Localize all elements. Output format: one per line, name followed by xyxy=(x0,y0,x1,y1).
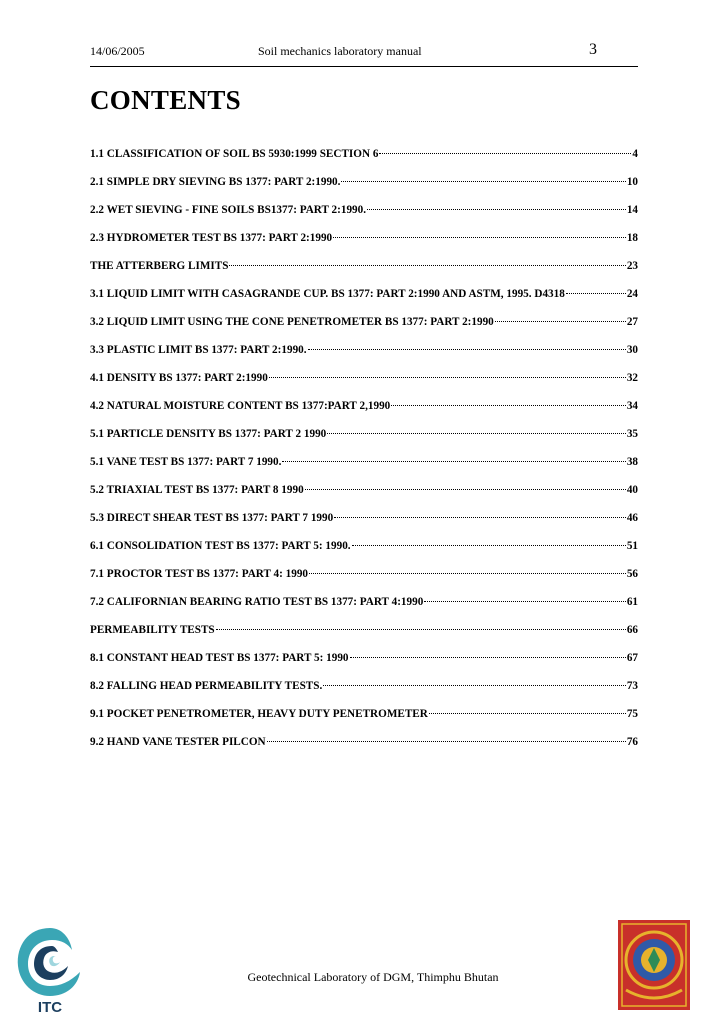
toc-entry xyxy=(90,680,638,708)
toc-entry-title: 5.1 PARTICLE DENSITY BS 1377: PART 2 1990 xyxy=(90,428,327,440)
toc-entry-page: 10 xyxy=(626,176,638,188)
toc-entry xyxy=(90,652,638,680)
toc-entry xyxy=(90,512,638,540)
toc-dot-leader xyxy=(333,236,626,238)
dgm-seal-logo xyxy=(618,920,690,1010)
toc-entry-title: 2.3 HYDROMETER TEST BS 1377: PART 2:1990 xyxy=(90,232,333,244)
toc-entry-page: 56 xyxy=(626,568,638,580)
toc-entry-page: 34 xyxy=(626,400,638,412)
toc-entry-page: 46 xyxy=(626,512,638,524)
toc-dot-leader xyxy=(391,404,626,406)
toc-entry-title: 3.2 LIQUID LIMIT USING THE CONE PENETROMETER BS 1377: PART 2:1990 xyxy=(90,316,494,328)
toc-entry xyxy=(90,232,638,260)
toc-entry-page: 67 xyxy=(626,652,638,664)
footer-text: Geotechnical Laboratory of DGM, Thimphu Bhutan xyxy=(247,970,499,984)
toc-entry-page: 23 xyxy=(626,260,638,272)
toc-dot-leader xyxy=(334,516,626,518)
toc-entry xyxy=(90,176,638,204)
toc-dot-leader xyxy=(305,488,626,490)
contents-title: CONTENTS xyxy=(90,85,241,115)
itc-logo-outer-swirl xyxy=(18,928,80,996)
header-title: Soil mechanics laboratory manual xyxy=(258,44,422,58)
toc-entry xyxy=(90,540,638,568)
toc-entry-title: 3.1 LIQUID LIMIT WITH CASAGRANDE CUP. BS 1377: PART 2:1990 AND ASTM, 1995. D4318 xyxy=(90,288,565,300)
toc-entry-title: 9.1 POCKET PENETROMETER, HEAVY DUTY PENETROMETER xyxy=(90,708,428,720)
toc-dot-leader xyxy=(269,376,626,378)
toc-entry xyxy=(90,260,638,288)
toc-dot-leader xyxy=(367,208,626,210)
toc-entry-title: 4.1 DENSITY BS 1377: PART 2:1990 xyxy=(90,372,268,384)
toc-entry-title: PERMEABILITY TESTS xyxy=(90,624,215,636)
toc-dot-leader xyxy=(282,460,625,462)
header-page-number: 3 xyxy=(589,41,597,58)
toc-entry xyxy=(90,456,638,484)
toc-entry-page: 61 xyxy=(626,596,638,608)
toc-entry xyxy=(90,316,638,344)
toc-entry-title: THE ATTERBERG LIMITS xyxy=(90,260,229,272)
toc-entry-page: 27 xyxy=(626,316,638,328)
toc-entry-title: 8.2 FALLING HEAD PERMEABILITY TESTS. xyxy=(90,680,323,692)
toc-entry-page: 66 xyxy=(626,624,638,636)
toc-entry xyxy=(90,400,638,428)
toc-entry-page: 24 xyxy=(626,288,638,300)
toc-entry-page: 73 xyxy=(626,680,638,692)
toc-dot-leader xyxy=(350,656,626,658)
toc-dot-leader xyxy=(309,572,626,574)
toc-entry-page: 4 xyxy=(632,148,638,160)
toc-entry-page: 75 xyxy=(626,708,638,720)
toc-entry xyxy=(90,344,638,372)
header-date: 14/06/2005 xyxy=(90,44,145,58)
toc-entry xyxy=(90,596,638,624)
toc-entry-title: 5.1 VANE TEST BS 1377: PART 7 1990. xyxy=(90,456,282,468)
toc-entry-page: 32 xyxy=(626,372,638,384)
toc-entry-page: 76 xyxy=(626,736,638,748)
toc-entry-title: 6.1 CONSOLIDATION TEST BS 1377: PART 5: 1990. xyxy=(90,540,351,552)
toc-dot-leader xyxy=(323,684,626,686)
toc-entry xyxy=(90,148,638,176)
toc-entry xyxy=(90,708,638,736)
toc-entry-page: 51 xyxy=(626,540,638,552)
toc-entry-page: 38 xyxy=(626,456,638,468)
toc-entry-title: 7.1 PROCTOR TEST BS 1377: PART 4: 1990 xyxy=(90,568,309,580)
itc-logo-core xyxy=(49,956,60,966)
toc-entry-title: 1.1 CLASSIFICATION OF SOIL BS 5930:1999 SECTION 6 xyxy=(90,148,379,160)
toc-dot-leader xyxy=(341,180,625,182)
itc-logo xyxy=(10,920,90,1016)
toc-entry-page: 40 xyxy=(626,484,638,496)
toc-dot-leader xyxy=(566,292,626,294)
toc-entry-page: 18 xyxy=(626,232,638,244)
toc-entry-title: 3.3 PLASTIC LIMIT BS 1377: PART 2:1990. xyxy=(90,344,307,356)
toc-dot-leader xyxy=(495,320,626,322)
toc-dot-leader xyxy=(429,712,626,714)
toc-dot-leader xyxy=(267,740,626,742)
toc-entry-title: 8.1 CONSTANT HEAD TEST BS 1377: PART 5: 1990 xyxy=(90,652,349,664)
page-header xyxy=(90,41,638,64)
toc-entry-page: 30 xyxy=(626,344,638,356)
itc-logo-text: ITC xyxy=(37,999,63,1016)
toc-dot-leader xyxy=(424,600,626,602)
toc-entry xyxy=(90,484,638,512)
toc-entry xyxy=(90,204,638,232)
toc-entry-title: 2.1 SIMPLE DRY SIEVING BS 1377: PART 2:1990. xyxy=(90,176,341,188)
toc-entry-title: 2.2 WET SIEVING - FINE SOILS BS1377: PART 2:1990. xyxy=(90,204,367,216)
toc-entry xyxy=(90,736,638,764)
toc-dot-leader xyxy=(216,628,626,630)
toc-dot-leader xyxy=(229,264,625,266)
toc-dot-leader xyxy=(352,544,626,546)
toc-entry-title: 5.2 TRIAXIAL TEST BS 1377: PART 8 1990 xyxy=(90,484,304,496)
toc-dot-leader xyxy=(327,432,626,434)
header-rule xyxy=(90,66,638,67)
toc-entry xyxy=(90,372,638,400)
toc-entry xyxy=(90,288,638,316)
toc-entry-title: 4.2 NATURAL MOISTURE CONTENT BS 1377:PART 2,1990 xyxy=(90,400,391,412)
toc-entry xyxy=(90,624,638,652)
toc-entry xyxy=(90,568,638,596)
toc-entry-title: 7.2 CALIFORNIAN BEARING RATIO TEST BS 1377: PART 4:1990 xyxy=(90,596,424,608)
toc-dot-leader xyxy=(308,348,626,350)
toc-entry-page: 35 xyxy=(626,428,638,440)
toc-entry-page: 14 xyxy=(626,204,638,216)
toc-entry xyxy=(90,428,638,456)
toc-entry-title: 5.3 DIRECT SHEAR TEST BS 1377: PART 7 1990 xyxy=(90,512,334,524)
toc-dot-leader xyxy=(379,152,631,154)
toc-entry-title: 9.2 HAND VANE TESTER PILCON xyxy=(90,736,266,748)
table-of-contents xyxy=(90,148,638,764)
